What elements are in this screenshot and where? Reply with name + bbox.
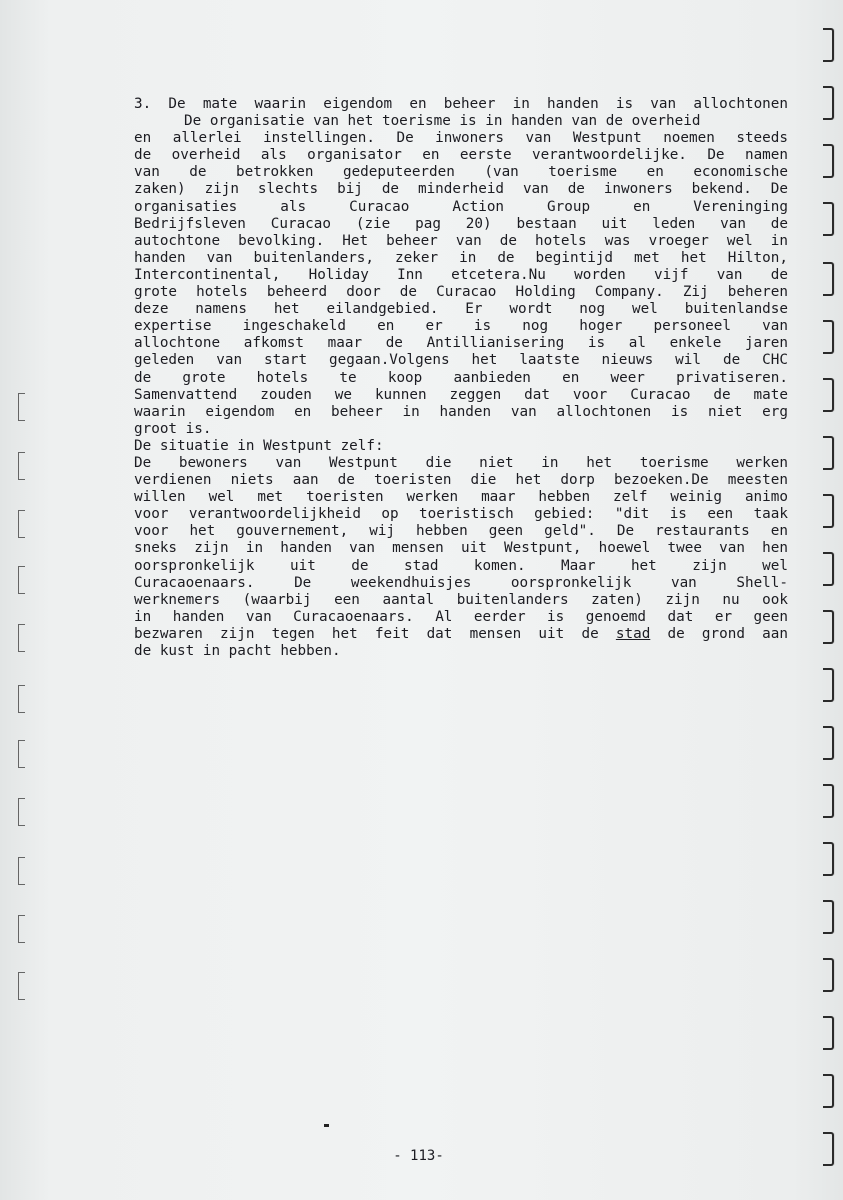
- binding-ring: [823, 144, 834, 178]
- text-line: grote hotels beheerd door de Curacao Holding Company. Zij beheren: [134, 284, 788, 301]
- text-line: organisaties als Curacao Action Group en Vereninging: [134, 198, 788, 215]
- body-text: [134, 96, 788, 660]
- text-line: in handen van Curacaoenaars. Al eerder is genoemd dat er geen: [134, 608, 788, 625]
- left-margin-mark: [18, 566, 25, 594]
- page-number: [0, 1148, 843, 1164]
- binding-ring: [823, 262, 834, 296]
- left-margin-mark: [18, 393, 25, 421]
- binding-ring: [823, 552, 834, 586]
- binding-ring: [823, 28, 834, 62]
- left-margin-mark: [18, 685, 25, 713]
- left-margin-mark: [18, 452, 25, 480]
- left-margin-mark: [18, 972, 25, 1000]
- text-line: voor het gouvernement, wij hebben geen geld". De restaurants en: [134, 523, 788, 540]
- left-margin-mark: [18, 624, 25, 652]
- text-line: sneks zijn in handen van mensen uit Westpunt, hoewel twee van hen: [134, 540, 788, 557]
- text-line: handen van buitenlanders, zeker in de begintijd met het Hilton,: [134, 249, 788, 266]
- text-line: geleden van start gegaan.Volgens het laatste nieuws wil de CHC: [134, 352, 788, 369]
- binding-ring: [823, 668, 834, 702]
- binding-ring: [823, 378, 834, 412]
- left-margin-mark: [18, 740, 25, 768]
- binding-ring: [823, 900, 834, 934]
- text-line: oorspronkelijk uit de stad komen. Maar het zijn wel: [134, 557, 788, 574]
- binding-ring: [823, 494, 834, 528]
- text-line: Intercontinental, Holiday Inn etcetera.Nu worden vijf van de: [134, 266, 788, 283]
- text-line: Bedrijfsleven Curacao (zie pag 20) bestaan uit leden van de: [134, 215, 788, 232]
- text-line: waarin eigendom en beheer in handen van allochtonen is niet erg: [134, 403, 788, 420]
- binding-ring: [823, 610, 834, 644]
- left-margin-mark: [18, 915, 25, 943]
- text-line: de overheid als organisator en eerste verantwoordelijke. De namen: [134, 147, 788, 164]
- left-margin-mark: [18, 798, 25, 826]
- text-line: zaken) zijn slechts bij de minderheid van de inwoners bekend. De: [134, 181, 788, 198]
- text-line: de kust in pacht hebben.: [134, 643, 341, 659]
- binding-ring: [823, 726, 834, 760]
- text-line: verdienen niets aan de toeristen die het dorp bezoeken.De meesten: [134, 472, 788, 489]
- ink-speck: [324, 1124, 329, 1127]
- text-line: [134, 626, 788, 643]
- left-margin-mark: [18, 510, 25, 538]
- underlined-word: stad: [615, 625, 651, 642]
- text-segment: bezwaren zijn tegen het feit dat mensen uit de: [134, 625, 616, 642]
- left-margin-mark: [18, 857, 25, 885]
- binding-ring: [823, 842, 834, 876]
- text-line: De organisatie van het toerisme is in handen van de overheid: [184, 113, 701, 130]
- text-line: De situatie in Westpunt zelf:: [134, 437, 384, 454]
- text-line: deze namens het eilandgebied. Er wordt nog wel buitenlandse: [134, 301, 788, 318]
- text-segment: de grond aan: [650, 625, 788, 642]
- text-line: voor verantwoordelijkheid op toeristisch gebied: "dit is een taak: [134, 506, 788, 523]
- text-line: autochtone bevolking. Het beheer van de hotels was vroeger wel in: [134, 232, 788, 249]
- text-line: willen wel met toeristen werken maar hebben zelf weinig animo: [134, 489, 788, 506]
- page-number-text: - 113-: [393, 1148, 444, 1164]
- text-line: Curacaoenaars. De weekendhuisjes oorspronkelijk van Shell-: [134, 574, 788, 591]
- text-line: werknemers (waarbij een aantal buitenlanders zaten) zijn nu ook: [134, 591, 788, 608]
- binding-ring: [823, 958, 834, 992]
- binding-ring: [823, 202, 834, 236]
- binding-ring: [823, 320, 834, 354]
- text-line: allochtone afkomst maar de Antillianisering is al enkele jaren: [134, 335, 788, 352]
- text-line: De bewoners van Westpunt die niet in het toerisme werken: [134, 454, 788, 471]
- binding-ring: [823, 1074, 834, 1108]
- text-line: de grote hotels te koop aanbieden en weer privatiseren.: [134, 369, 788, 386]
- text-line: en allerlei instellingen. De inwoners van Westpunt noemen steeds: [134, 130, 788, 147]
- text-line: expertise ingeschakeld en er is nog hoger personeel van: [134, 318, 788, 335]
- text-line: 3. De mate waarin eigendom en beheer in handen is van allochtonen: [134, 96, 788, 112]
- text-line: Samenvattend zouden we kunnen zeggen dat voor Curacao de mate: [134, 386, 788, 403]
- binding-ring: [823, 86, 834, 120]
- binding-ring: [823, 436, 834, 470]
- text-line: van de betrokken gedeputeerden (van toerisme en economische: [134, 164, 788, 181]
- text-line: groot is.: [134, 420, 212, 437]
- binding-ring: [823, 784, 834, 818]
- binding-ring: [823, 1016, 834, 1050]
